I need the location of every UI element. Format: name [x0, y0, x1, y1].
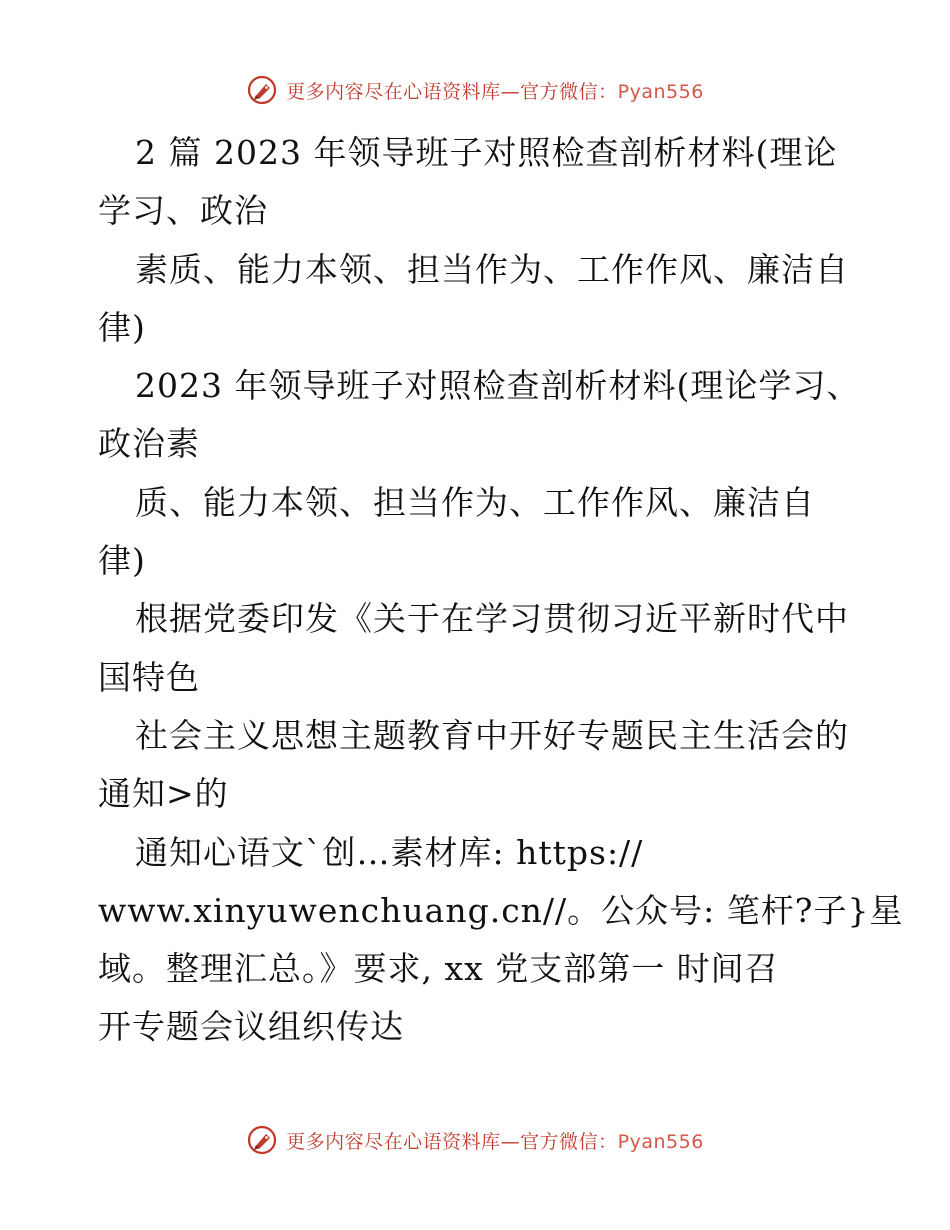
- wechat-handle: Pyan556: [617, 80, 704, 103]
- doc-line: 域。整理汇总。》要求, xx 党支部第一 时间召: [98, 949, 779, 989]
- doc-line: 国特色: [98, 657, 200, 697]
- doc-line: 律): [98, 307, 146, 347]
- doc-line: 政治素: [98, 424, 200, 464]
- wechat-handle: Pyan556: [617, 1130, 704, 1153]
- doc-line: 通知>的: [98, 774, 229, 814]
- header-watermark-banner: [0, 70, 950, 110]
- watermark-text: 更多内容尽在心语资料库—官方微信：Pyan556: [286, 80, 704, 103]
- doc-line: 通知心语文`创…素材库: https://: [135, 832, 644, 872]
- footer-watermark-banner: [0, 1120, 950, 1160]
- pen-nib-logo-icon: [246, 1124, 278, 1156]
- doc-line: 学习、政治: [98, 191, 268, 231]
- doc-line: 开专题会议组织传达: [98, 1007, 404, 1047]
- doc-line: 2 篇 2023 年领导班子对照检查剖析材料(理论: [135, 133, 838, 172]
- doc-line: 质、能力本领、担当作为、工作作风、廉洁自: [135, 482, 815, 522]
- doc-line: 社会主义思想主题教育中开好专题民主生活会的: [135, 715, 849, 755]
- doc-line: www.xinyuwenchuang.cn//。公众号: 笔杆?子}星: [98, 890, 904, 930]
- doc-line: 根据党委印发《关于在学习贯彻习近平新时代中: [135, 599, 849, 639]
- doc-line: 素质、能力本领、担当作为、工作作风、廉洁自: [135, 249, 849, 289]
- doc-line: 律): [98, 541, 146, 581]
- document-body: [98, 124, 904, 1057]
- watermark-text: 更多内容尽在心语资料库—官方微信：Pyan556: [286, 1130, 704, 1153]
- doc-line: 2023 年领导班子对照检查剖析材料(理论学习、: [135, 366, 861, 406]
- pen-nib-logo-icon: [246, 74, 278, 106]
